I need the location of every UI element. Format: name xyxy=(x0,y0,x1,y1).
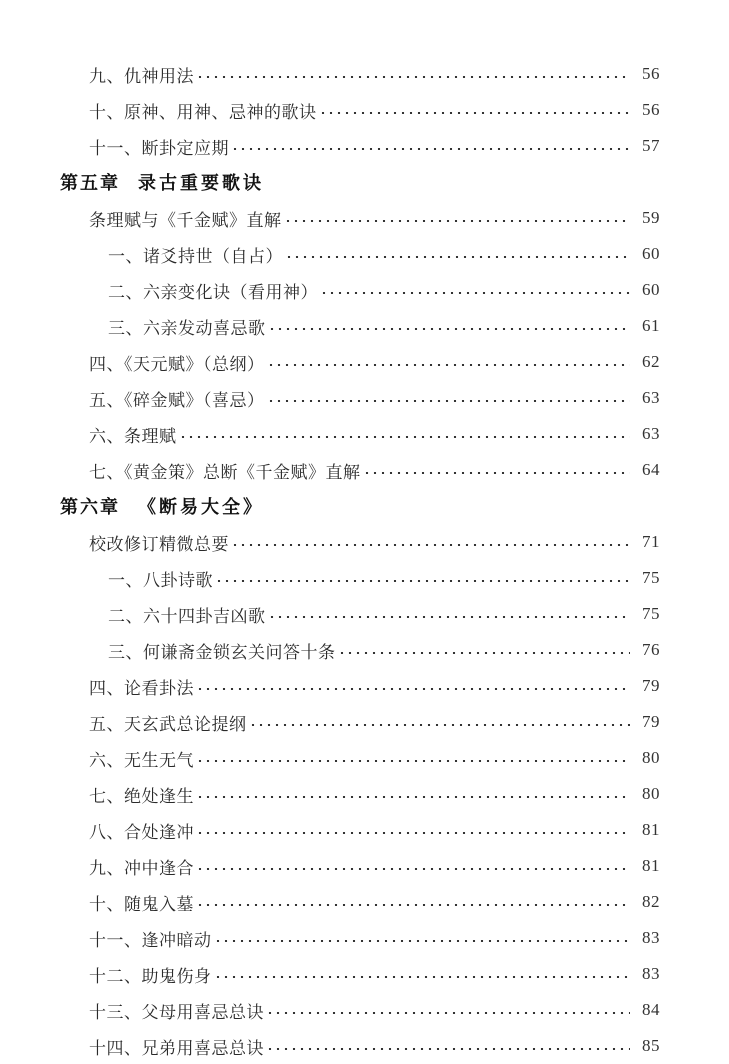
chapter-title: 《断易大全》 xyxy=(138,497,264,518)
toc-entry xyxy=(0,560,729,596)
toc-entry xyxy=(0,992,729,1028)
toc-entry xyxy=(0,56,729,92)
toc-entry-page-number: 85 xyxy=(642,1036,660,1055)
dot-leader xyxy=(363,472,631,474)
toc-entry xyxy=(0,884,729,920)
toc-entry-title: 一、诸爻持世（自占） xyxy=(108,246,283,267)
toc-entry-title: 校改修订精微总要 xyxy=(89,534,229,555)
toc-entry xyxy=(0,272,729,308)
dot-leader xyxy=(266,1048,630,1050)
dot-leader xyxy=(196,760,630,762)
toc-entry-title: 八、合处逢冲 xyxy=(89,822,194,843)
chapter-number: 第五章 xyxy=(60,173,120,194)
toc-entry-title: 三、何谦斋金锁玄关问答十条 xyxy=(108,642,336,663)
toc-entry-title: 十四、兄弟用喜忌总诀 xyxy=(89,1038,264,1059)
toc-entry xyxy=(0,1028,729,1064)
chapter-heading xyxy=(0,488,729,524)
toc-entry-page-number: 56 xyxy=(642,100,660,119)
dot-leader xyxy=(231,148,630,150)
toc-entry xyxy=(0,596,729,632)
toc-entry-title: 四、《天元赋》（总纲） xyxy=(89,354,265,375)
toc-entry-title: 条理赋与《千金赋》直解 xyxy=(89,210,282,231)
toc-entry-page-number: 81 xyxy=(642,820,660,839)
toc-entry-page-number: 62 xyxy=(642,352,660,371)
toc-entry-title: 五、天玄武总论提纲 xyxy=(89,714,247,735)
toc-entry-page-number: 57 xyxy=(642,136,660,155)
toc-entry-page-number: 83 xyxy=(642,928,660,947)
toc-entry xyxy=(0,920,729,956)
toc-entry-title: 四、论看卦法 xyxy=(89,678,194,699)
toc-entry xyxy=(0,200,729,236)
dot-leader xyxy=(268,616,631,618)
toc-entry xyxy=(0,740,729,776)
toc-entry-title: 十一、逢冲暗动 xyxy=(89,930,212,951)
dot-leader xyxy=(338,652,631,654)
toc-entry-title: 九、仇神用法 xyxy=(89,66,194,87)
toc-entry-page-number: 63 xyxy=(642,424,660,443)
dot-leader xyxy=(249,724,631,726)
toc-entry-page-number: 71 xyxy=(642,532,660,551)
dot-leader xyxy=(196,688,630,690)
dot-leader xyxy=(214,976,631,978)
toc-entry xyxy=(0,128,729,164)
toc-entry-page-number: 75 xyxy=(642,604,660,623)
toc-entry-page-number: 76 xyxy=(642,640,660,659)
chapter-number: 第六章 xyxy=(60,497,120,518)
toc-entry xyxy=(0,92,729,128)
toc-entry-title: 十一、断卦定应期 xyxy=(89,138,229,159)
dot-leader xyxy=(320,292,630,294)
toc-entry-page-number: 75 xyxy=(642,568,660,587)
toc-entry-page-number: 79 xyxy=(642,712,660,731)
toc-entry xyxy=(0,380,729,416)
toc-entry xyxy=(0,632,729,668)
toc-entry-page-number: 82 xyxy=(642,892,660,911)
toc-entry-title: 二、六亲变化诀（看用神） xyxy=(108,282,318,303)
toc-entry xyxy=(0,344,729,380)
toc-entry-title: 十、原神、用神、忌神的歌诀 xyxy=(89,102,317,123)
toc-entry-title: 十二、助鬼伤身 xyxy=(89,966,212,987)
table-of-contents xyxy=(0,56,729,1064)
toc-entry-page-number: 56 xyxy=(642,64,660,83)
toc-entry-page-number: 84 xyxy=(642,1000,660,1019)
dot-leader xyxy=(285,256,630,258)
toc-entry xyxy=(0,308,729,344)
toc-entry xyxy=(0,704,729,740)
dot-leader xyxy=(196,904,630,906)
toc-entry-page-number: 61 xyxy=(642,316,660,335)
toc-entry xyxy=(0,524,729,560)
toc-entry-title: 七、《黄金策》总断《千金赋》直解 xyxy=(89,462,361,483)
toc-entry xyxy=(0,236,729,272)
toc-entry xyxy=(0,668,729,704)
toc-entry-title: 九、冲中逢合 xyxy=(89,858,194,879)
dot-leader xyxy=(266,1012,630,1014)
toc-entry-page-number: 60 xyxy=(642,280,660,299)
toc-entry-title: 六、无生无气 xyxy=(89,750,194,771)
toc-entry-title: 一、八卦诗歌 xyxy=(108,570,213,591)
dot-leader xyxy=(268,328,631,330)
dot-leader xyxy=(215,580,630,582)
toc-entry-page-number: 64 xyxy=(642,460,660,479)
dot-leader xyxy=(196,76,630,78)
chapter-title: 录古重要歌诀 xyxy=(138,173,264,194)
dot-leader xyxy=(267,364,631,366)
toc-entry-title: 十、随鬼入墓 xyxy=(89,894,194,915)
dot-leader xyxy=(231,544,630,546)
dot-leader xyxy=(319,112,631,114)
toc-entry-title: 七、绝处逢生 xyxy=(89,786,194,807)
dot-leader xyxy=(214,940,631,942)
toc-entry xyxy=(0,776,729,812)
dot-leader xyxy=(196,796,630,798)
dot-leader xyxy=(196,868,630,870)
dot-leader xyxy=(284,220,631,222)
toc-entry xyxy=(0,452,729,488)
toc-entry-page-number: 59 xyxy=(642,208,660,227)
toc-entry-page-number: 80 xyxy=(642,784,660,803)
dot-leader xyxy=(267,400,631,402)
toc-entry-title: 十三、父母用喜忌总诀 xyxy=(89,1002,264,1023)
toc-entry xyxy=(0,416,729,452)
toc-entry-page-number: 83 xyxy=(642,964,660,983)
toc-entry-title: 五、《碎金赋》（喜忌） xyxy=(89,390,265,411)
chapter-heading xyxy=(0,164,729,200)
toc-entry-page-number: 60 xyxy=(642,244,660,263)
toc-entry-page-number: 81 xyxy=(642,856,660,875)
toc-entry-title: 三、六亲发动喜忌歌 xyxy=(108,318,266,339)
toc-entry-page-number: 63 xyxy=(642,388,660,407)
toc-entry-page-number: 80 xyxy=(642,748,660,767)
toc-entry xyxy=(0,956,729,992)
toc-entry-page-number: 79 xyxy=(642,676,660,695)
toc-entry-title: 二、六十四卦吉凶歌 xyxy=(108,606,266,627)
dot-leader xyxy=(196,832,630,834)
toc-entry xyxy=(0,812,729,848)
toc-entry-title: 六、条理赋 xyxy=(89,426,177,447)
toc-entry xyxy=(0,848,729,884)
dot-leader xyxy=(179,436,631,438)
